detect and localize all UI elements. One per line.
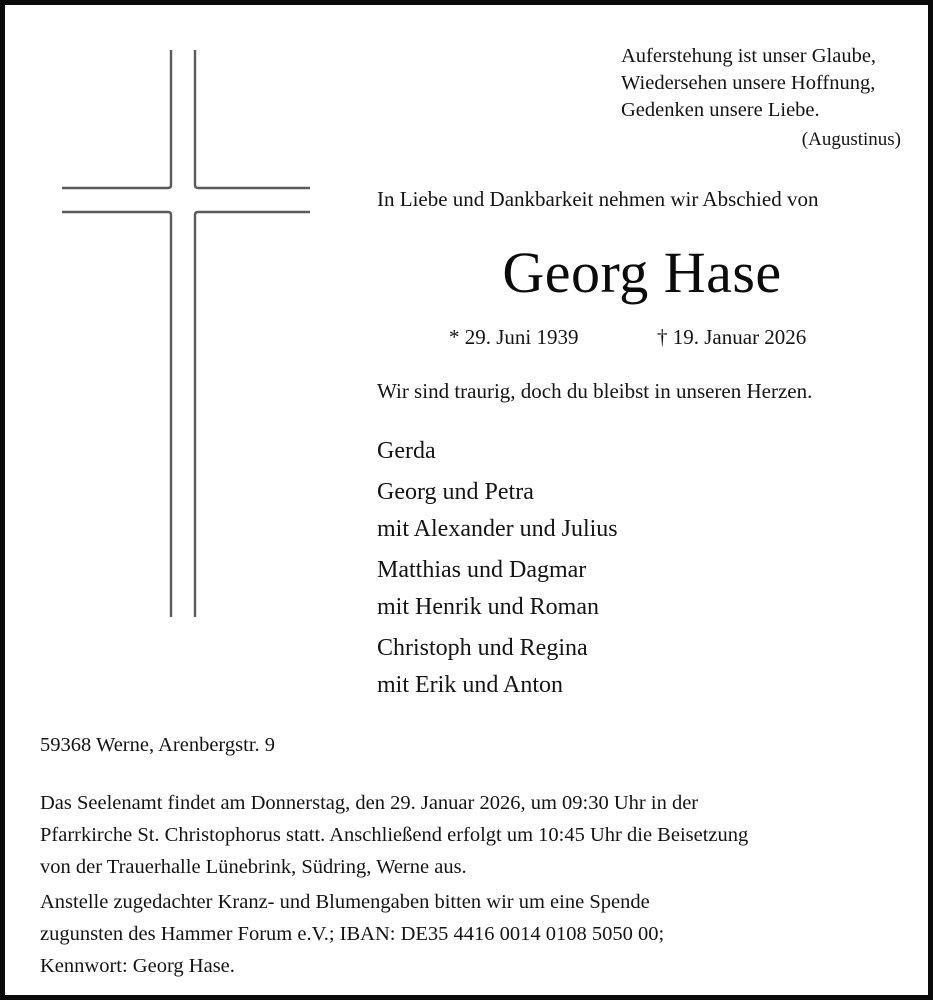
intro-text: In Liebe und Dankbarkeit nehmen wir Abschied von: [377, 187, 819, 211]
quote-line: Auferstehung ist unser Glaube,: [621, 45, 877, 67]
mourner-group: [377, 474, 618, 548]
mourner-line: mit Henrik und Roman: [377, 594, 599, 620]
outline-cross-icon: [55, 45, 320, 625]
motto-text: Wir sind traurig, doch du bleibst in unseren Herzen.: [377, 379, 813, 403]
quote-line: Gedenken unsere Liebe.: [621, 99, 820, 121]
deceased-name: Georg Hase: [502, 240, 782, 305]
paragraph-line: Das Seelenamt findet am Donnerstag, den 29. Januar 2026, um 09:30 Uhr in der: [40, 792, 699, 814]
mourners-list: [377, 433, 618, 708]
address-text: 59368 Werne, Arenbergstr. 9: [40, 734, 276, 756]
mourner-line: Christoph und Regina: [377, 635, 588, 661]
mourner-line: Gerda: [377, 438, 436, 464]
paragraph-line: zugunsten des Hammer Forum e.V.; IBAN: DE35 4416 0014 0108 5050 00;: [40, 923, 665, 945]
mourner-line: mit Erik und Anton: [377, 672, 563, 698]
birth-date: * 29. Juni 1939: [449, 325, 579, 349]
mourner-group: [377, 552, 618, 626]
death-date: † 19. Januar 2026: [657, 325, 807, 349]
paragraph-line: Pfarrkirche St. Christophorus statt. Anschließend erfolgt um 10:45 Uhr die Beisetzung: [40, 824, 749, 846]
paragraph-line: Kennwort: Georg Hase.: [40, 955, 235, 977]
paragraph-line: Anstelle zugedachter Kranz- und Blumengaben bitten wir um eine Spende: [40, 891, 650, 913]
paragraph-line: von der Trauerhalle Lünebrink, Südring, Werne aus.: [40, 856, 467, 878]
notice-body: [40, 787, 920, 985]
quote-line: Wiedersehen unsere Hoffnung,: [621, 72, 876, 94]
mourner-group: [377, 630, 618, 704]
donation-paragraph: [40, 886, 920, 982]
mourner-group: [377, 433, 618, 470]
quote-author: (Augustinus): [801, 129, 901, 150]
mourner-line: Matthias und Dagmar: [377, 557, 587, 583]
quote-block: [621, 43, 911, 153]
mourner-line: mit Alexander und Julius: [377, 516, 618, 542]
mourner-line: Georg und Petra: [377, 479, 534, 505]
service-paragraph: [40, 787, 920, 883]
